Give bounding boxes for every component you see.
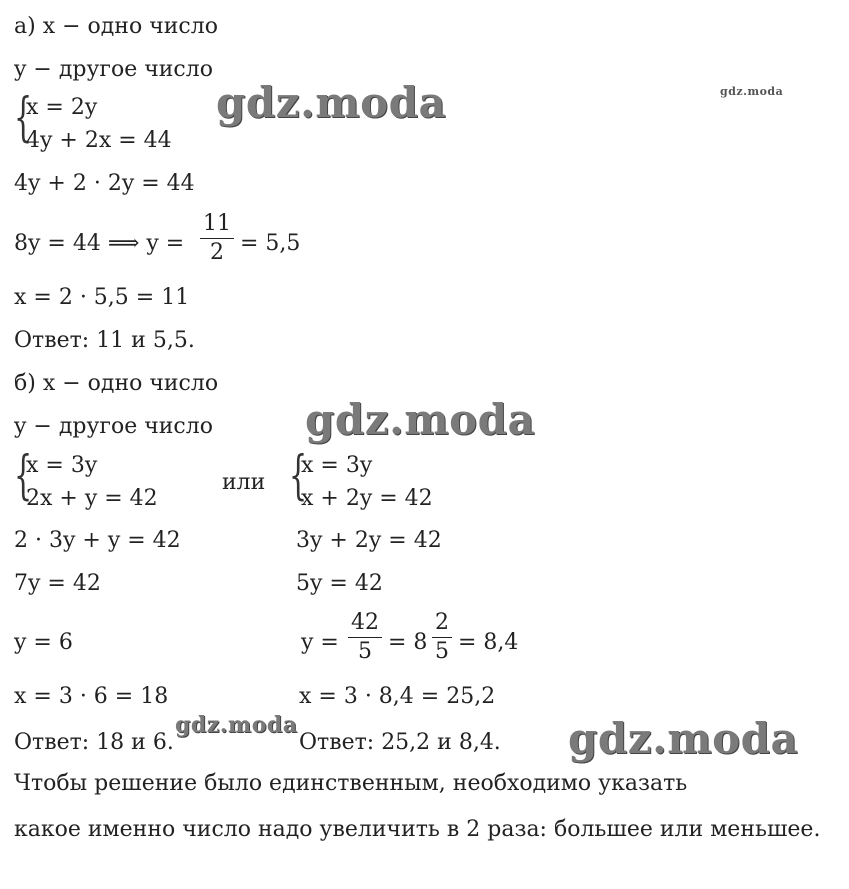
part-b-right-step-3-left: y =: [301, 630, 339, 655]
or-label: или: [222, 470, 266, 495]
part-a-line-4-right: = 5,5: [240, 231, 301, 256]
watermark: gdz.moda: [175, 712, 298, 738]
part-a-system-eq-2: 4y + 2x = 44: [26, 128, 172, 153]
fraction-numerator: 42: [351, 610, 379, 635]
watermark: gdz.moda: [216, 78, 447, 127]
system-brace: {: [289, 446, 308, 506]
part-b-right-system-eq-2: x + 2y = 42: [301, 486, 433, 511]
fraction: [348, 611, 382, 664]
part-a-line-4-left: 8y = 44 ⟹ y =: [14, 231, 185, 256]
part-b-left-step-4: x = 3 · 6 = 18: [14, 684, 169, 709]
part-b-left-answer: Ответ: 18 и 6.: [14, 730, 174, 755]
part-b-right-step-2: 5y = 42: [296, 571, 383, 596]
part-a-line-2: y − другое число: [14, 57, 213, 82]
fraction-numerator: 2: [435, 610, 449, 635]
fraction-denominator: 5: [358, 639, 372, 664]
part-a-line-1: а) x − одно число: [14, 14, 218, 39]
fraction: [200, 212, 234, 265]
part-b-left-step-3: y = 6: [14, 630, 73, 655]
system-brace: {: [14, 446, 33, 506]
watermark: gdz.moda: [568, 714, 799, 763]
part-a-line-5: x = 2 · 5,5 = 11: [14, 285, 190, 310]
part-b-left-system-eq-2: 2x + y = 42: [26, 486, 158, 511]
part-b-left-step-1: 2 · 3y + y = 42: [14, 528, 181, 553]
fraction: [432, 611, 452, 664]
part-a-answer: Ответ: 11 и 5,5.: [14, 328, 195, 353]
part-b-line-2: y − другое число: [14, 414, 213, 439]
fraction-numerator: 11: [203, 211, 231, 236]
system-brace: {: [14, 88, 33, 148]
part-b-left-system-eq-1: x = 3y: [26, 453, 98, 478]
part-b-right-step-3-mid: = 8: [388, 630, 428, 655]
fraction-bar: [432, 637, 452, 638]
conclusion-line-1: Чтобы решение было единственным, необходимо указать: [14, 771, 688, 796]
fraction-bar: [348, 637, 382, 638]
part-b-right-answer: Ответ: 25,2 и 8,4.: [299, 730, 501, 755]
part-b-right-step-1: 3y + 2y = 42: [296, 528, 442, 553]
watermark: gdz.moda: [305, 395, 536, 444]
fraction-denominator: 5: [435, 639, 449, 664]
part-a-system-eq-1: x = 2y: [26, 95, 98, 120]
fraction-denominator: 2: [210, 240, 224, 265]
part-b-line-1: б) x − одно число: [14, 371, 219, 396]
part-b-right-step-3-right: = 8,4: [458, 630, 519, 655]
watermark: gdz.moda: [720, 85, 784, 98]
part-b-left-step-2: 7y = 42: [14, 571, 101, 596]
fraction-bar: [200, 238, 234, 239]
conclusion-line-2: какое именно число надо увеличить в 2 раза: большее или меньшее.: [14, 817, 821, 842]
part-b-right-step-4: x = 3 · 8,4 = 25,2: [299, 684, 496, 709]
part-b-right-system-eq-1: x = 3y: [301, 453, 373, 478]
part-a-line-3: 4y + 2 · 2y = 44: [14, 171, 195, 196]
